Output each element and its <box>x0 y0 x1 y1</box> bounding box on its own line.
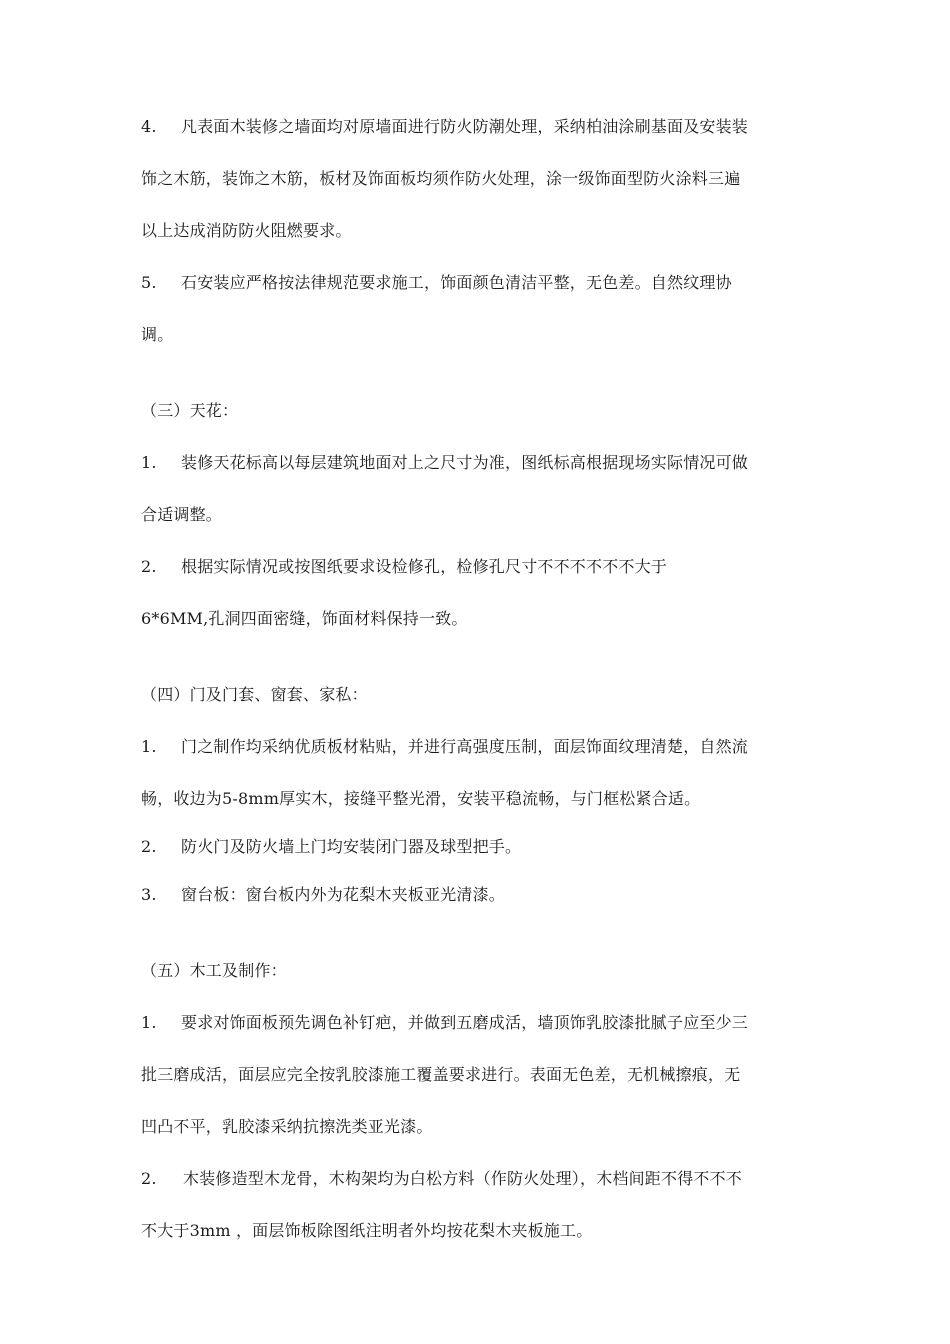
heading-text: （三）天花： <box>141 401 239 420</box>
item-number: 2. <box>141 557 157 576</box>
line-text: 门之制作均采纳优质板材粘贴，并进行高强度压制，面层饰面纹理清楚，自然流 <box>181 737 749 756</box>
line-text: 凡表面木装修之墙面均对原墙面进行防火防潮处理，采纳柏油涂刷基面及安装装 <box>181 117 749 136</box>
paragraph-line <box>141 557 831 577</box>
line-text: 窗台板：窗台板内外为花梨木夹板亚光清漆。 <box>181 885 506 904</box>
item-number: 2. <box>141 837 157 856</box>
paragraph-line <box>141 737 831 757</box>
line-text: 以上达成消防防火阻燃要求。 <box>141 221 352 240</box>
paragraph-line <box>141 1221 831 1241</box>
paragraph-line <box>141 1013 831 1033</box>
paragraph-line <box>141 273 831 293</box>
line-text: 合适调整。 <box>141 505 223 524</box>
line-text: 饰之木筋，装饰之木筋，板材及饰面板均须作防火处理，涂一级饰面型防火涂料三遍 <box>141 169 741 188</box>
paragraph-line <box>141 609 831 629</box>
section-heading <box>141 401 831 421</box>
item-number: 1. <box>141 453 157 472</box>
paragraph-line <box>141 1117 831 1137</box>
item-number: 4. <box>141 117 157 136</box>
heading-text: （四）门及门套、窗套、家私： <box>141 685 368 704</box>
item-number: 2. <box>141 1169 157 1188</box>
paragraph-line <box>141 453 831 473</box>
paragraph-line <box>141 117 831 137</box>
heading-text: （五）木工及制作： <box>141 961 287 980</box>
line-text: 要求对饰面板预先调色补钉疤，并做到五磨成活，墙顶饰乳胶漆批腻子应至少三 <box>181 1013 749 1032</box>
section-heading <box>141 961 831 981</box>
paragraph-line <box>141 325 831 345</box>
line-text: 根据实际情况或按图纸要求设检修孔，检修孔尺寸不不不不不不大于 <box>181 557 668 576</box>
item-number: 3. <box>141 885 157 904</box>
section-heading <box>141 685 831 705</box>
line-text: 调。 <box>141 325 174 344</box>
item-number: 5. <box>141 273 157 292</box>
line-text: 装修天花标高以每层建筑地面对上之尺寸为准，图纸标高根据现场实际情况可做 <box>181 453 749 472</box>
paragraph-line <box>141 169 831 189</box>
paragraph-line <box>141 505 831 525</box>
line-text: 木装修造型木龙骨，木构架均为白松方料（作防火处理），木档间距不得不不不 <box>183 1169 743 1188</box>
line-text: 防火门及防火墙上门均安装闭门器及球型把手。 <box>181 837 522 856</box>
line-text: 6*6MM,孔洞四面密缝，饰面材料保持一致。 <box>141 609 468 628</box>
line-text: 石安装应严格按法律规范要求施工，饰面颜色清洁平整，无色差。自然纹理协 <box>181 273 732 292</box>
paragraph-line <box>141 1169 831 1189</box>
line-text: 不大于3mm ，面层饰板除图纸注明者外均按花梨木夹板施工。 <box>141 1221 593 1240</box>
paragraph-line <box>141 1065 831 1085</box>
line-text: 批三磨成活，面层应完全按乳胶漆施工覆盖要求进行。表面无色差，无机械擦痕，无 <box>141 1065 741 1084</box>
paragraph-line <box>141 837 831 857</box>
item-number: 1. <box>141 1013 157 1032</box>
line-text: 凹凸不平，乳胶漆采纳抗擦洗类亚光漆。 <box>141 1117 433 1136</box>
item-number: 1. <box>141 737 157 756</box>
paragraph-line <box>141 789 831 809</box>
line-text: 畅，收边为5-8mm厚实木，接缝平整光滑，安装平稳流畅，与门框松紧合适。 <box>141 789 701 808</box>
paragraph-line <box>141 885 831 905</box>
paragraph-line <box>141 221 831 241</box>
